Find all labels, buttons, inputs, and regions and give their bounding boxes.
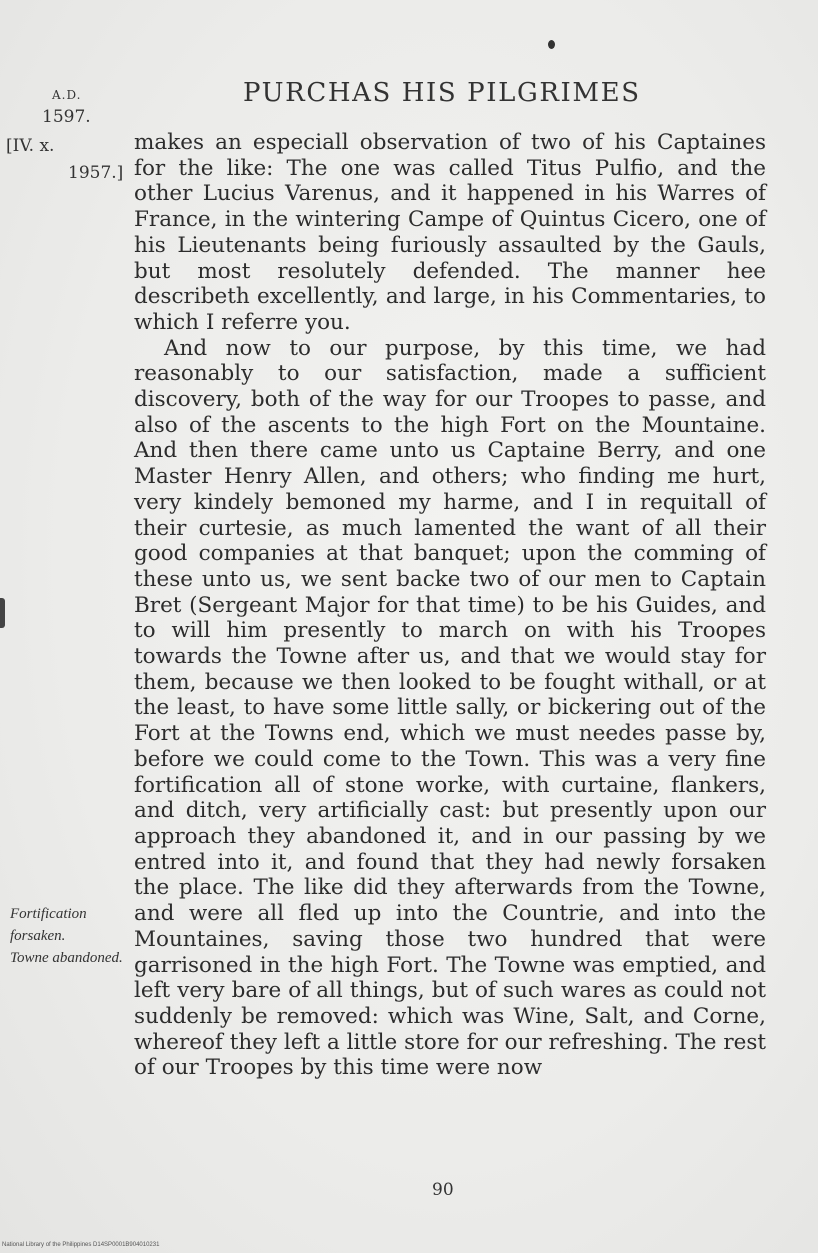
margin-note-towne: Towne abandoned.	[10, 950, 123, 966]
ink-dot	[548, 40, 555, 49]
running-head: PURCHAS HIS PILGRIMES	[243, 78, 641, 108]
volume-ref-line1: [IV. x.	[6, 136, 55, 156]
era-label: A.D.	[52, 88, 82, 102]
page-edge-mark	[0, 598, 5, 628]
paragraph-1: makes an especiall observation of two of his Captaines for the like: The one was called Titus Pulfio, and the other Lucius Varenus, and it happened in his Warres of France, in the wintering Campe of Quintus Cicero, one of his Lieutenants being furiously assaulted by the Gauls, but most resolutely defended. The manner hee describeth excellently, and large, in his Commentaries, to which I referre you.	[134, 130, 766, 335]
margin-notes	[10, 903, 128, 969]
page-number: 90	[432, 1180, 454, 1200]
volume-ref-line2: 1957.]	[68, 163, 124, 183]
body-text	[134, 130, 766, 1081]
margin-note-fortification: Fortification forsaken.	[10, 906, 87, 944]
library-footer: National Library of the Philippines D14SP0001B904010231	[2, 1242, 160, 1248]
year-label: 1597.	[42, 107, 91, 127]
paragraph-2: And now to our purpose, by this time, we had reasonably to our satisfaction, made a sufficient discovery, both of the way for our Troopes to passe, and also of the ascents to the high Fort on the Mountaine. And then there came unto us Captaine Berry, and one Master Henry Allen, and others; who finding me hurt, very kindely bemoned my harme, and I in requitall of their curtesie, as much lamented the want of all their good companies at that banquet; upon the comming of these unto us, we sent backe two of our men to Captain Bret (Sergeant Major for that time) to be his Guides, and to will him presently to march on with his Troopes towards the Towne after us, and that we would stay for them, because we then looked to be fought withall, or at the least, to have some little sally, or bickering out of the Fort at the Towns end, which we must needes passe by, before we could come to the Town. This was a very fine fortification all of stone worke, with curtaine, flankers, and ditch, very artificially cast: but presently upon our approach they abandoned it, and in our passing by we entred into it, and found that they had newly forsaken the place. The like did they afterwards from the Towne, and were all fled up into the Countrie, and into the Mountaines, saving those two hundred that were garrisoned in the high Fort. The Towne was emptied, and left very bare of all things, but of such wares as could not suddenly be removed: which was Wine, Salt, and Corne, whereof they left a little store for our refreshing. The rest of our Troopes by this time were now	[134, 335, 766, 1081]
